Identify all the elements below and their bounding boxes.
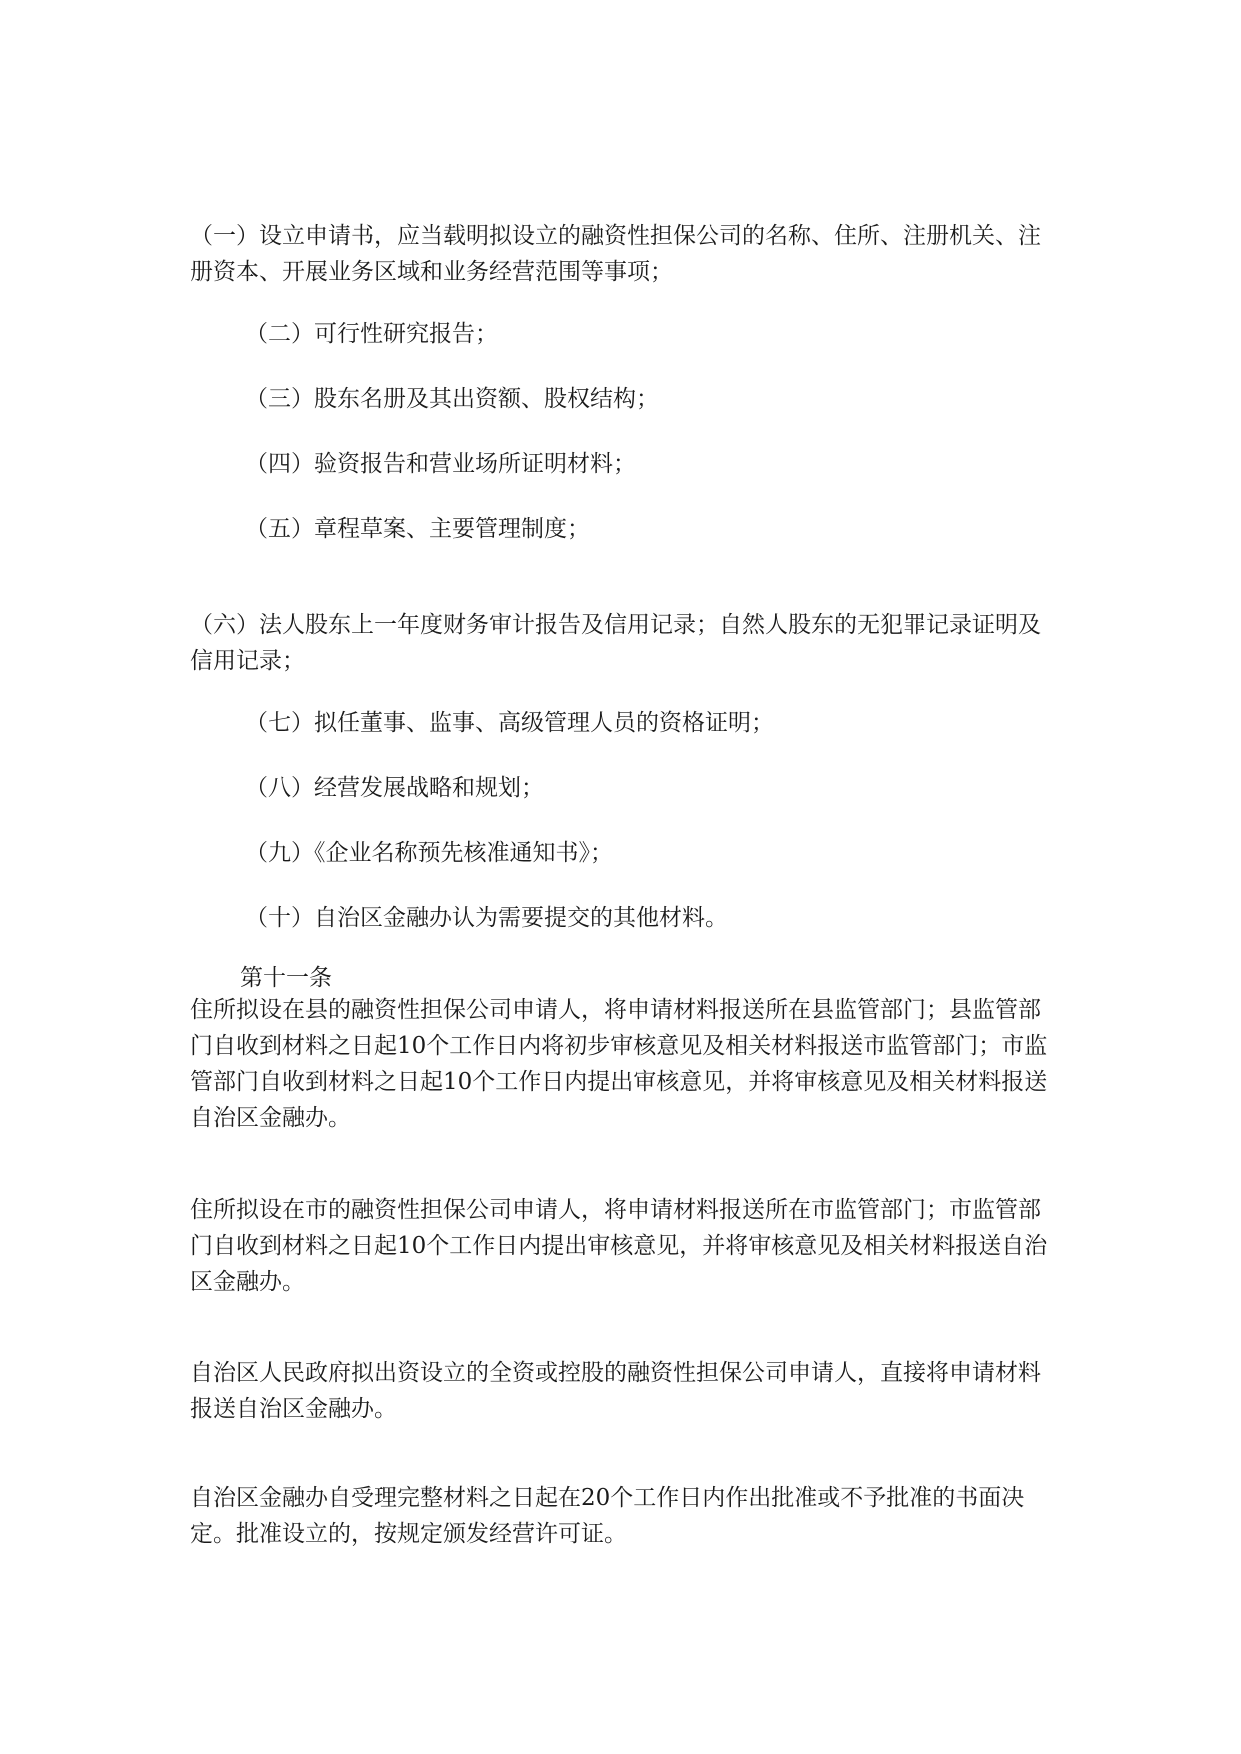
paragraph-item-8: （八）经营发展战略和规划； bbox=[245, 775, 544, 801]
paragraph-county-submission: 住所拟设在县的融资性担保公司申请人，将申请材料报送所在县监管部门；县监管部门自收到材料之日起10个工作日内将初步审核意见及相关材料报送市监管部门；市监管部门自收到材料之日起10个工作日内提出审核意见，并将审核意见及相关材料报送自治区金融办。 bbox=[190, 997, 1048, 1131]
paragraph-item-4: （四）验资报告和营业场所证明材料； bbox=[245, 451, 636, 477]
paragraph-item-2: （二）可行性研究报告； bbox=[245, 321, 498, 347]
paragraph-item-9: （九）《企业名称预先核准通知书》； bbox=[245, 840, 613, 866]
paragraph-item-7: （七）拟任董事、监事、高级管理人员的资格证明； bbox=[245, 710, 774, 736]
paragraph-item-6: （六）法人股东上一年度财务审计报告及信用记录；自然人股东的无犯罪记录证明及信用记录； bbox=[190, 612, 1041, 674]
article-heading: 第十一条 bbox=[240, 965, 332, 991]
paragraph-item-3: （三）股东名册及其出资额、股权结构； bbox=[245, 386, 659, 412]
paragraph-item-1: （一）设立申请书，应当载明拟设立的融资性担保公司的名称、住所、注册机关、注册资本、开展业务区域和业务经营范围等事项； bbox=[190, 223, 1041, 285]
paragraph-region-submission: 自治区人民政府拟出资设立的全资或控股的融资性担保公司申请人，直接将申请材料报送自治区金融办。 bbox=[190, 1360, 1041, 1422]
paragraph-approval-decision: 自治区金融办自受理完整材料之日起在20个工作日内作出批准或不予批准的书面决定。批准设立的，按规定颁发经营许可证。 bbox=[190, 1485, 1025, 1547]
paragraph-item-5: （五）章程草案、主要管理制度； bbox=[245, 516, 590, 542]
paragraph-item-10: （十）自治区金融办认为需要提交的其他材料。 bbox=[245, 905, 728, 931]
paragraph-city-submission: 住所拟设在市的融资性担保公司申请人，将申请材料报送所在市监管部门；市监管部门自收到材料之日起10个工作日内提出审核意见，并将审核意见及相关材料报送自治区金融办。 bbox=[190, 1197, 1048, 1295]
